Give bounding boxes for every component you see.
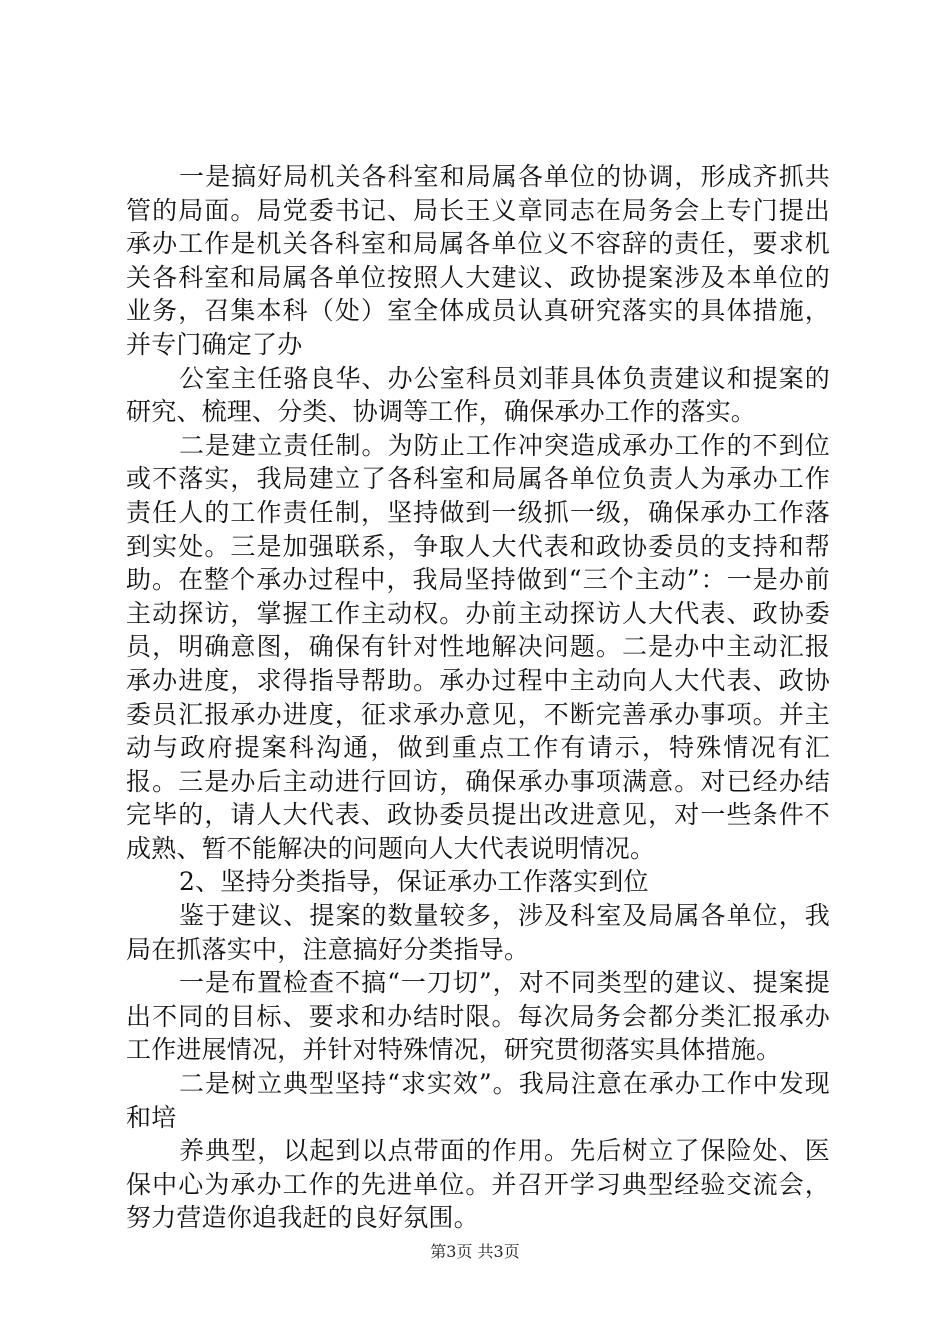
document-body bbox=[126, 160, 830, 1235]
page-footer: 第3页 共3页 bbox=[430, 1242, 520, 1261]
paragraph-classified-guidance-intro: 鉴于建议、提案的数量较多，涉及科室及局属各单位，我局在抓落实中，注意搞好分类指导。 bbox=[126, 901, 830, 964]
paragraph-coordination: 一是搞好局机关各科室和局属各单位的协调，形成齐抓共管的局面。局党委书记、局长王义章同志在局务会上专门提出承办工作是机关各科室和局属各单位义不容辞的责任，要求机关各科室和局属各单位按照人大建议、政协提案涉及本单位的业务，召集本科（处）室全体成员认真研究落实的具体措施，并专门确定了办 bbox=[126, 162, 830, 359]
paragraph-responsibility-system: 二是建立责任制。为防止工作冲突造成承办工作的不到位或不落实，我局建立了各科室和局属各单位负责人为承办工作责任人的工作责任制，坚持做到一级抓一级，确保承办工作落到实处。三是加强联系，争取人大代表和政协委员的支持和帮助。在整个承办过程中，我局坚持做到“三个主动”：一是办前主动探访，掌握工作主动权。办前主动探访人大代表、政协委员，明确意图，确保有针对性地解决问题。二是办中主动汇报承办进度，求得指导帮助。承办过程中主动向人大代表、政协委员汇报承办进度，征求承办意见，不断完善承办事项。并主动与政府提案科沟通，做到重点工作有请示，特殊情况有汇报。三是办后主动进行回访，确保承办事项满意。对已经办结完毕的，请人大代表、政协委员提出改进意见，对一些条件不成熟、暂不能解决的问题向人大代表说明情况。 bbox=[126, 430, 830, 863]
paragraph-typical-examples: 二是树立典型坚持“求实效”。我局注意在承办工作中发现和培 bbox=[126, 1069, 830, 1132]
section-heading-classified-guidance: 2、坚持分类指导，保证承办工作落实到位 bbox=[179, 867, 649, 897]
paragraph-inspection: 一是布置检查不搞“一刀切”，对不同类型的建议、提案提出不同的目标、要求和办结时限。每次局务会都分类汇报承办工作进展情况，并针对特殊情况，研究贯彻落实具体措施。 bbox=[126, 968, 830, 1065]
paragraph-office-director: 公室主任骆良华、办公室科员刘菲具体负责建议和提案的研究、梳理、分类、协调等工作，确保承办工作的落实。 bbox=[126, 363, 830, 427]
paragraph-cultivate-typical: 养典型，以起到以点带面的作用。先后树立了保险处、医保中心为承办工作的先进单位。并召开学习典型经验交流会，努力营造你追我赶的良好氛围。 bbox=[126, 1136, 830, 1233]
